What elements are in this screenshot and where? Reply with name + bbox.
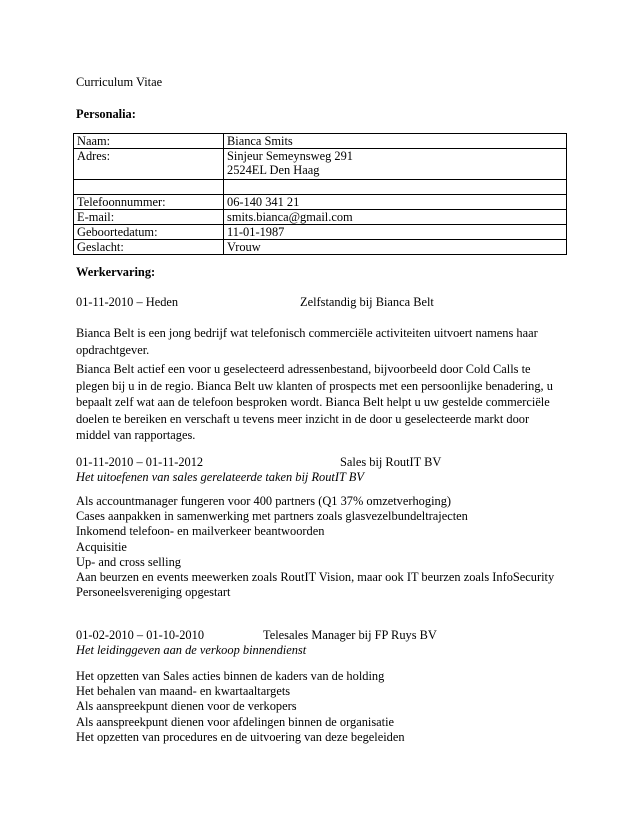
job-1-intro-line: Bianca Belt is een jong bedrijf wat telefonisch commerciële activiteiten uitvoert namens haar xyxy=(76,326,538,340)
job-2-subtitle: Het uitoefenen van sales gerelateerde taken bij RoutIT BV xyxy=(76,470,364,484)
job-1-description xyxy=(76,361,553,444)
value-geslacht: Vrouw xyxy=(224,240,567,255)
value-telefoon: 06-140 341 21 xyxy=(224,195,567,210)
job-3-task: Als aanspreekpunt dienen voor de verkopers xyxy=(76,699,297,714)
label-geboortedatum: Geboortedatum: xyxy=(74,225,224,240)
job-2-tasks xyxy=(76,494,555,600)
address-line-2: 2524EL Den Haag xyxy=(227,163,320,177)
job-3-subtitle: Het leidinggeven aan de verkoop binnendienst xyxy=(76,643,307,657)
personalia-heading: Personalia: xyxy=(76,107,136,121)
document-title: Curriculum Vitae xyxy=(76,75,163,89)
personalia-table xyxy=(73,133,567,255)
job-2-task: Acquisitie xyxy=(76,539,127,554)
job-3-task: Het opzetten van Sales acties binnen de kaders van de holding xyxy=(76,669,385,683)
job-3-title: Telesales Manager bij FP Ruys BV xyxy=(263,628,437,642)
job-1-desc-line: doelen te bereiken en verschaft u tevens meer inzicht in de door u geselecteerde markt door xyxy=(76,411,530,426)
job-3-task: Het opzetten van procedures en de uitvoering van deze begeleiden xyxy=(76,729,405,744)
job-1-intro-line: opdrachtgever. xyxy=(76,342,150,357)
value-adres xyxy=(224,149,567,180)
label-naam: Naam: xyxy=(74,134,224,149)
job-1-title: Zelfstandig bij Bianca Belt xyxy=(300,295,434,309)
job-2-task: Personeelsvereniging opgestart xyxy=(76,585,231,600)
job-1-desc-line: Bianca Belt actief een voor u geselecteerd adressenbestand, bijvoorbeeld door Cold Calls te xyxy=(76,362,531,376)
job-2-task: Inkomend telefoon- en mailverkeer beantwoorden xyxy=(76,524,325,539)
job-2-task: Aan beurzen en events meewerken zoals RoutIT Vision, maar ook IT beurzen zoals InfoSecurity xyxy=(76,570,555,585)
job-3-task: Als aanspreekpunt dienen voor afdelingen binnen de organisatie xyxy=(76,714,395,729)
table-row xyxy=(74,210,567,225)
value-email: smits.bianca@gmail.com xyxy=(224,210,567,225)
job-2-task: Up- and cross selling xyxy=(76,554,181,569)
value-naam: Bianca Smits xyxy=(224,134,567,149)
job-2-title: Sales bij RoutIT BV xyxy=(340,455,442,469)
job-2-task: Als accountmanager fungeren voor 400 partners (Q1 37% omzetverhoging) xyxy=(76,494,452,508)
table-row xyxy=(74,240,567,255)
job-2-task: Cases aanpakken in samenwerking met partners zoals glasvezelbundeltrajecten xyxy=(76,509,468,524)
label-empty xyxy=(74,180,224,195)
table-row xyxy=(74,149,567,180)
job-3-tasks xyxy=(76,669,536,745)
job-3-task: Het behalen van maand- en kwartaaltargets xyxy=(76,684,291,699)
table-row xyxy=(74,180,567,195)
job-1-intro xyxy=(76,325,536,358)
table-row xyxy=(74,195,567,210)
job-1-desc-line: middel van rapportages. xyxy=(76,428,196,443)
job-1-period: 01-11-2010 – Heden xyxy=(76,295,179,309)
table-row xyxy=(74,225,567,240)
address-line-1: Sinjeur Semeynsweg 291 xyxy=(227,149,353,163)
table-row xyxy=(74,134,567,149)
label-email: E-mail: xyxy=(74,210,224,225)
job-1-desc-line: plegen bij u in de regio. Bianca Belt uw klanten of prospects met een persoonlijke benadering, u xyxy=(76,378,553,393)
werkervaring-heading: Werkervaring: xyxy=(76,265,156,279)
job-2-period: 01-11-2010 – 01-11-2012 xyxy=(76,455,204,469)
label-adres: Adres: xyxy=(74,149,224,180)
job-1-desc-line: bepaalt zelf wat aan de telefoon besproken wordt. Bianca Belt helpt u uw gestelde commerciële xyxy=(76,395,550,410)
value-empty xyxy=(224,180,567,195)
job-3-period: 01-02-2010 – 01-10-2010 xyxy=(76,628,205,642)
value-geboortedatum: 11-01-1987 xyxy=(224,225,567,240)
label-telefoon: Telefoonnummer: xyxy=(74,195,224,210)
label-geslacht: Geslacht: xyxy=(74,240,224,255)
